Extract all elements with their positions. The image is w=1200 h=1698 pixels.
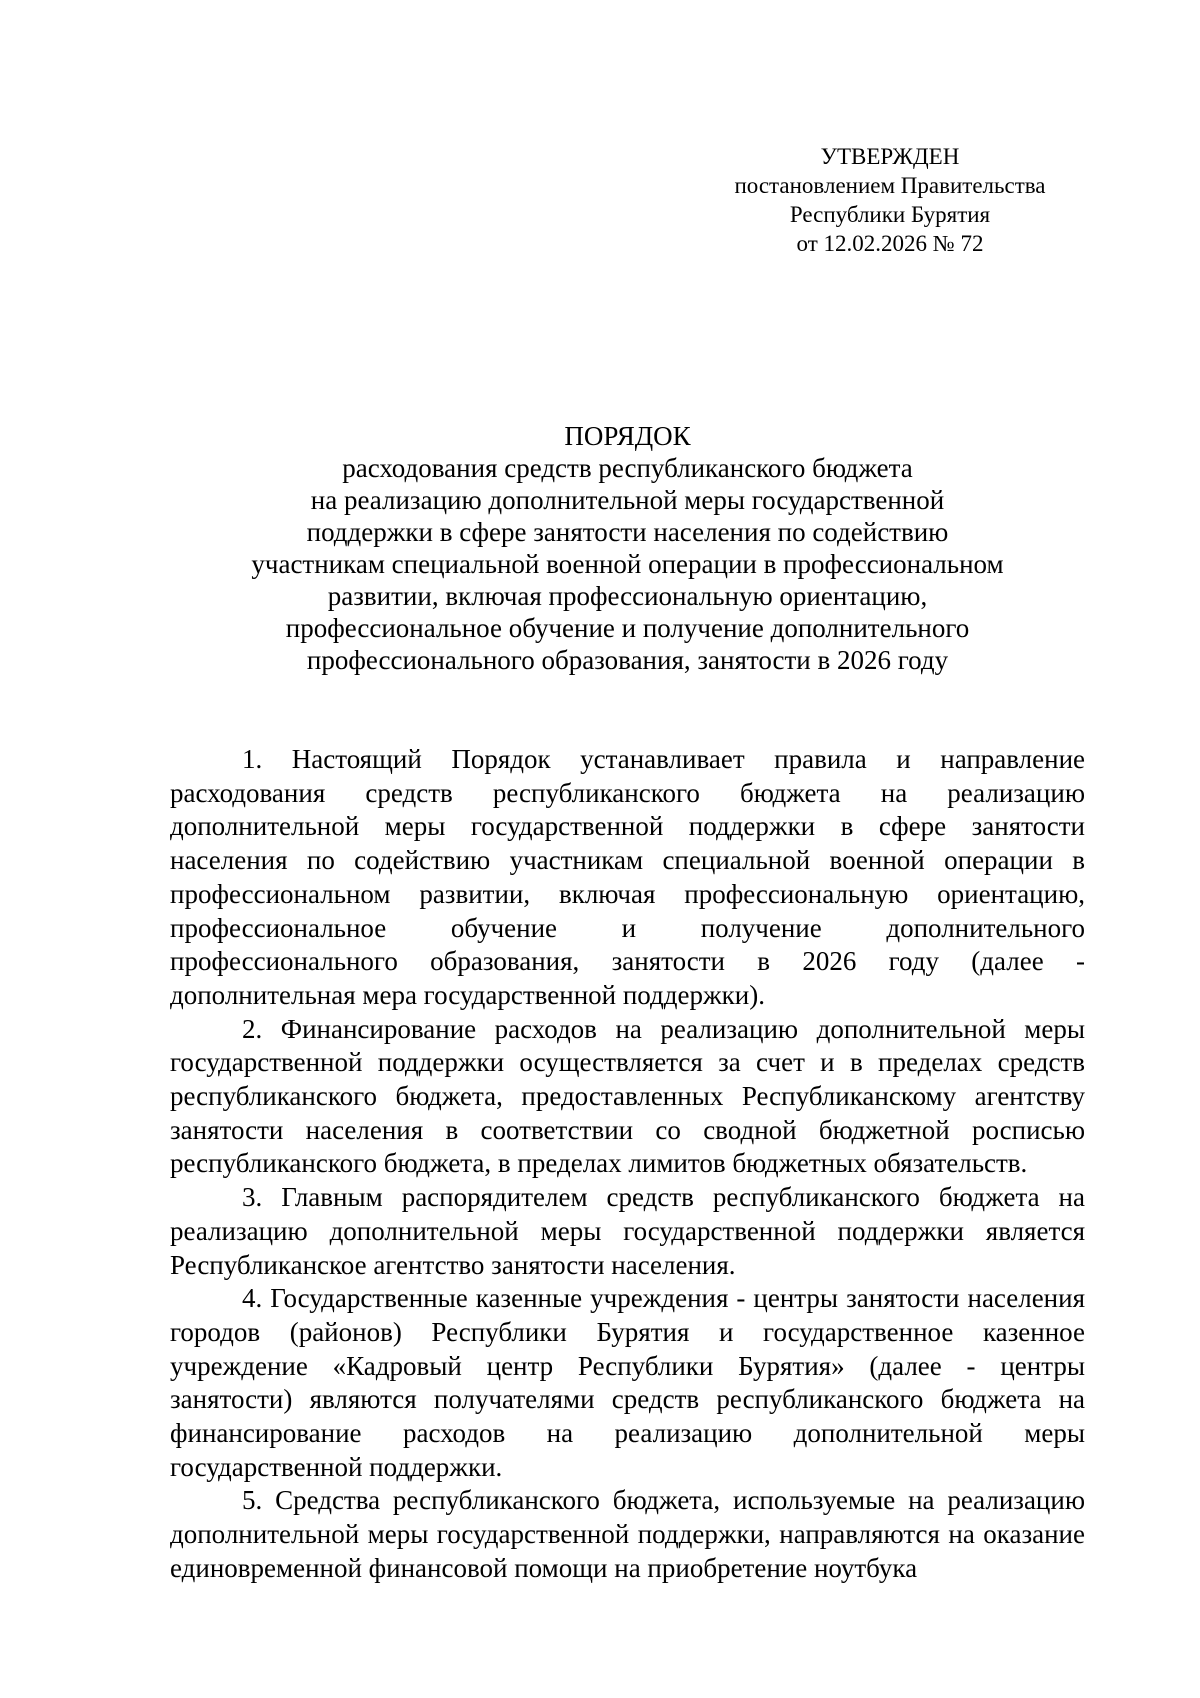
- paragraph-4: 4. Государственные казенные учреждения - центры занятости населения городов (районов) Республики Бурятия и государственное казенное учреждение «Кадровый центр Республики Бурятия» (далее - центры занятости) являются получателями средств республиканского бюджета на финансирование расходов на реализацию дополнительной меры государственной поддержки.: [170, 1283, 1085, 1482]
- title-line: развитии, включая профессиональную ориентацию,: [327, 581, 928, 611]
- approval-line: Республики Бурятия: [789, 202, 991, 227]
- title-line: расходования средств республиканского бюджета: [342, 453, 913, 483]
- title-line: профессионального образования, занятости в 2026 году: [306, 645, 949, 675]
- title-line: на реализацию дополнительной меры государственной: [310, 485, 945, 515]
- approval-line: постановлением Правительства: [734, 173, 1046, 198]
- title-line: участникам специальной военной операции в профессиональном: [251, 549, 1004, 579]
- approval-stamp: [720, 142, 1060, 258]
- paragraph-2: 2. Финансирование расходов на реализацию дополнительной меры государственной поддержки осуществляется за счет и в пределах средств республиканского бюджета, предоставленных Республиканскому агентству занятости населения в соответствии со сводной бюджетной росписью республиканского бюджета, в пределах лимитов бюджетных обязательств.: [170, 1013, 1085, 1179]
- title-line: профессиональное обучение и получение дополнительного: [285, 613, 970, 643]
- document-body: [170, 743, 1085, 1586]
- paragraph-5: 5. Средства республиканского бюджета, используемые на реализацию дополнительной меры государственной поддержки, направляются на оказание единовременной финансовой помощи на приобретение ноутбука: [170, 1485, 1085, 1583]
- paragraph-3: 3. Главным распорядителем средств республиканского бюджета на реализацию дополнительной меры государственной поддержки является Республиканское агентство занятости населения.: [170, 1182, 1085, 1280]
- approval-line: от 12.02.2026 № 72: [796, 231, 984, 256]
- approval-line: УТВЕРЖДЕН: [820, 144, 960, 169]
- title-heading: ПОРЯДОК: [564, 421, 691, 451]
- title-line: поддержки в сфере занятости населения по содействию: [306, 517, 949, 547]
- paragraph-1: 1. Настоящий Порядок устанавливает правила и направление расходования средств республиканского бюджета на реализацию дополнительной меры государственной поддержки в сфере занятости населения по содействию участникам специальной военной операции в профессиональном развитии, включая профессиональную ориентацию, профессиональное обучение и получение дополнительного профессионального образования, занятости в 2026 году (далее - дополнительная мера государственной поддержки).: [170, 744, 1085, 1010]
- document-title: [170, 420, 1085, 676]
